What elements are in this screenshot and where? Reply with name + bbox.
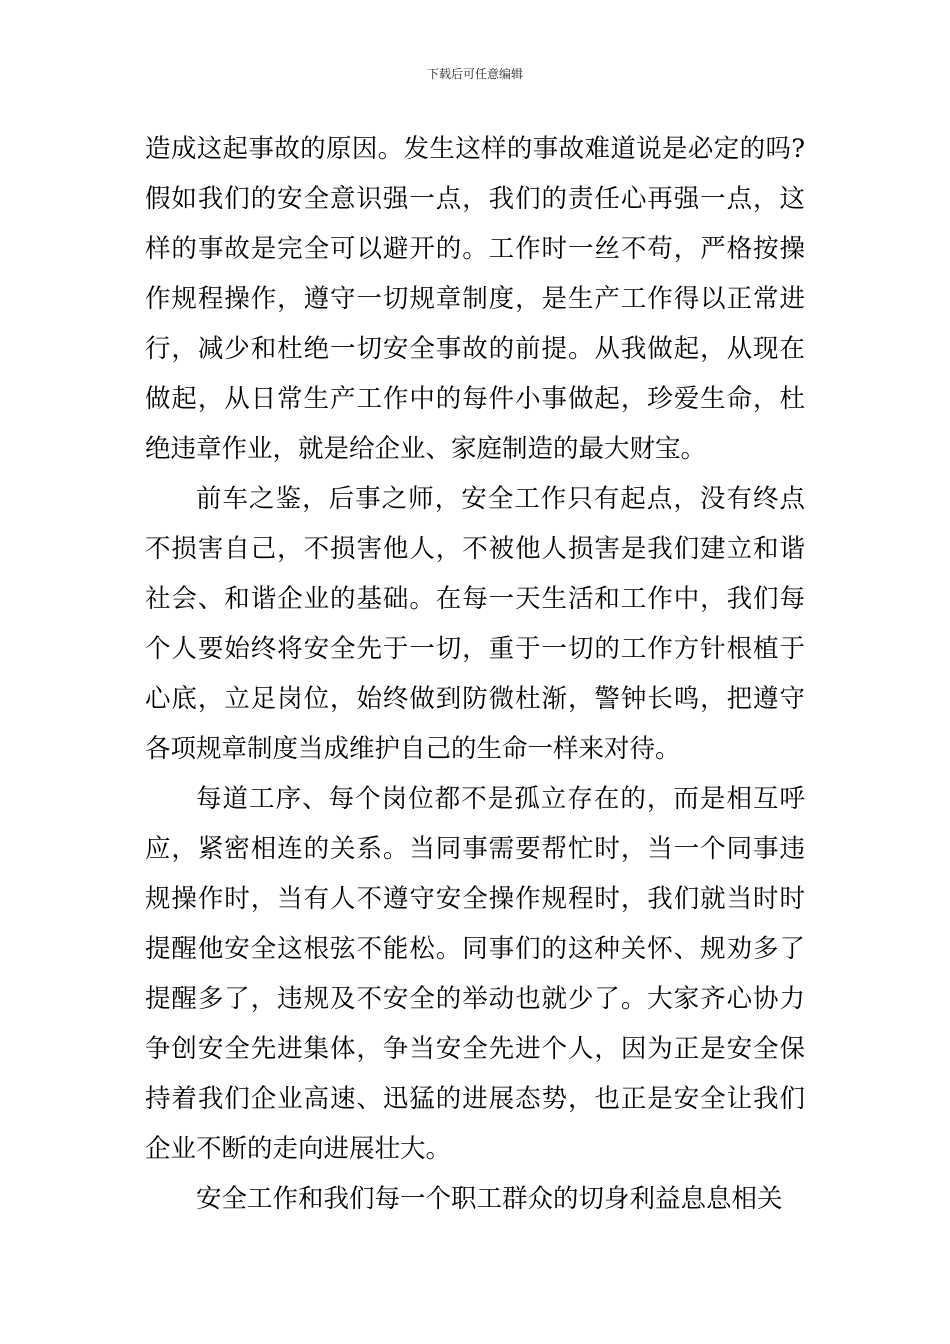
page-header-note: 下载后可任意编辑	[426, 67, 523, 81]
paragraph-3: 每道工序、每个岗位都不是孤立存在的，而是相互呼应，紧密相连的关系。当同事需要帮忙时，当一个同事违规操作时，当有人不遵守安全操作规程时，我们就当时时提醒他安全这根弦不能松。同事们的这种关怀、规劝多了提醒多了，违规及不安全的举动也就少了。大家齐心协力争创安全先进集体，争当安全先进个人，因为正是安全保持着我们企业高速、迅猛的进展态势，也正是安全让我们企业不断的走向进展壮大。	[145, 784, 805, 1164]
paragraph-1: 造成这起事故的原因。发生这样的事故难道说是必定的吗?假如我们的安全意识强一点，我们的责任心再强一点，这样的事故是完全可以避开的。工作时一丝不苟，严格按操作规程操作，遵守一切规章制度，是生产工作得以正常进行，减少和杜绝一切安全事故的前提。从我做起，从现在做起，从日常生产工作中的每件小事做起，珍爱生命，杜绝违章作业，就是给企业、家庭制造的最大财宝。	[145, 134, 805, 464]
paragraph-4: 安全工作和我们每一个职工群众的切身利益息息相关	[196, 1184, 783, 1214]
document-body	[145, 124, 805, 1224]
paragraph-2: 前车之鉴，后事之师，安全工作只有起点，没有终点不损害自己，不损害他人，不被他人损害是我们建立和谐社会、和谐企业的基础。在每一天生活和工作中，我们每个人要始终将安全先于一切，重于一切的工作方针根植于心底，立足岗位，始终做到防微杜渐，警钟长鸣，把遵守各项规章制度当成维护自己的生命一样来对待。	[145, 484, 805, 764]
